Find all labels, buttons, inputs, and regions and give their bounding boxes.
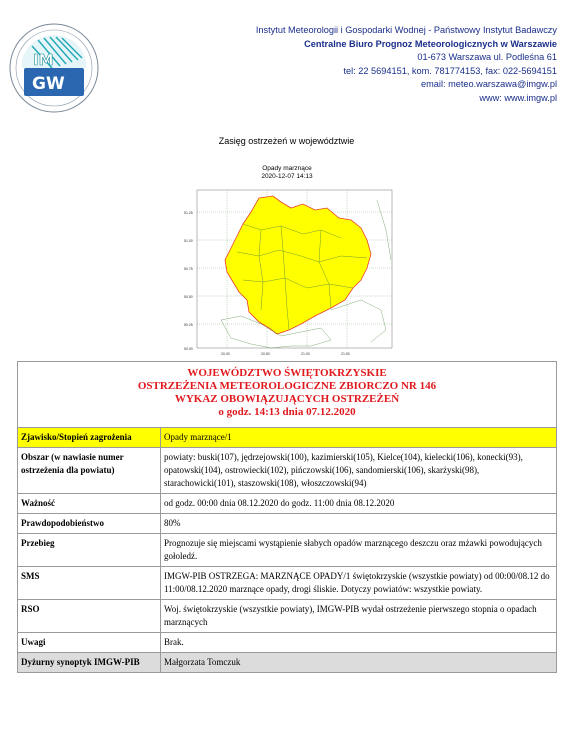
tick-label-lat-4: 50.50 bbox=[184, 295, 193, 299]
tick-label-lat-2: 51.00 bbox=[184, 239, 193, 243]
bureau-name: Centralne Biuro Prognoz Meteorologicznych w Warszawie bbox=[304, 38, 557, 49]
table-row bbox=[18, 514, 557, 534]
tick-label-lon-4: 21.50 bbox=[341, 352, 350, 356]
imgw-logo bbox=[8, 22, 100, 114]
row-value: Brak. bbox=[161, 633, 557, 653]
row-value: powiaty: buski(107), jędrzejowski(100), kazimierski(105), Kielce(104), kielecki(106), konecki(93), opatowski(104), ostrowiecki(102), pińczowski(106), sandomierski(106), skarżyski(98), starachowicki(101), staszowski(108), włoszczowski(94) bbox=[161, 448, 557, 494]
table-row bbox=[18, 534, 557, 567]
table-row bbox=[18, 428, 557, 448]
table-row bbox=[18, 653, 557, 673]
svg-text:GW: GW bbox=[32, 74, 65, 94]
row-label: Dyżurny synoptyk IMGW-PIB bbox=[18, 653, 161, 673]
table-row bbox=[18, 600, 557, 633]
institute-name: Instytut Meteorologii i Gospodarki Wodnej - Państwowy Instytut Badawczy bbox=[255, 25, 557, 35]
row-value: IMGW-PIB OSTRZEGA: MARZNĄCE OPADY/1 świętokrzyskie (wszystkie powiaty) od 00:00/08.12 do 11:00/08.12.2020 marznące opady, drogi śliskie. Dotyczy powiatów: wszystkie powiaty. bbox=[161, 567, 557, 600]
voivodeship-title: WOJEWÓDZTWO ŚWIĘTOKRZYSKIE bbox=[187, 367, 387, 379]
row-value: od godz. 00:00 dnia 08.12.2020 do godz. 11:00 dnia 08.12.2020 bbox=[161, 494, 557, 514]
website: www: www.imgw.pl bbox=[479, 92, 557, 103]
svg-text:IM: IM bbox=[33, 51, 54, 69]
row-label: RSO bbox=[18, 600, 161, 633]
issue-time: o godz. 14:13 dnia 07.12.2020 bbox=[218, 406, 356, 418]
map-timestamp: 2020-12-07 14:13 bbox=[261, 173, 313, 180]
map-caption: Zasięg ostrzeżeń w województwie bbox=[218, 136, 355, 146]
row-value: Woj. świętokrzyskie (wszystkie powiaty), IMGW-PIB wydał ostrzeżenie pierwszego stopnia o opadach marznących bbox=[161, 600, 557, 633]
table-row bbox=[18, 633, 557, 653]
row-label: Przebieg bbox=[18, 534, 161, 567]
table-row bbox=[18, 494, 557, 514]
tick-label-lat-1: 51.25 bbox=[184, 211, 193, 215]
tick-label-lon-3: 21.00 bbox=[301, 352, 310, 356]
tick-label-lat-5: 50.25 bbox=[184, 323, 193, 327]
table-row bbox=[18, 567, 557, 600]
row-value: 80% bbox=[161, 514, 557, 534]
institute-header bbox=[256, 24, 557, 106]
bulletin-title: OSTRZEŻENIA METEOROLOGICZNE ZBIORCZO NR 146 bbox=[137, 380, 437, 392]
row-label: Ważność bbox=[18, 494, 161, 514]
tick-label-lat-3: 50.75 bbox=[184, 267, 193, 271]
tick-label-lon-2: 20.50 bbox=[261, 352, 270, 356]
row-label: Prawdopodobieństwo bbox=[18, 514, 161, 534]
row-label: Uwagi bbox=[18, 633, 161, 653]
row-label: Obszar (w nawiasie numer ostrzeżenia dla powiatu) bbox=[18, 448, 161, 494]
table-title bbox=[18, 362, 557, 428]
table-row bbox=[18, 448, 557, 494]
warning-map bbox=[181, 160, 394, 362]
row-value: Małgorzata Tomczuk bbox=[161, 653, 557, 673]
row-label: SMS bbox=[18, 567, 161, 600]
email: email: meteo.warszawa@imgw.pl bbox=[421, 79, 557, 90]
address: 01-673 Warszawa ul. Podleśna 61 bbox=[417, 52, 557, 63]
tick-label-lon-1: 20.00 bbox=[221, 352, 230, 356]
row-value: Opady marznące/1 bbox=[161, 428, 557, 448]
row-label: Zjawisko/Stopień zagrożenia bbox=[18, 428, 161, 448]
phone: tel: 22 5694151, kom. 781774153, fax: 022-5694151 bbox=[343, 65, 557, 76]
map-title: Opady marznące bbox=[262, 165, 312, 172]
row-value: Prognozuje się miejscami wystąpienie słabych opadów marznącego deszczu oraz mżawki powodujących gołoledź. bbox=[161, 534, 557, 567]
tick-label-lat-6: 50.00 bbox=[184, 347, 193, 351]
warning-table bbox=[17, 361, 557, 673]
list-title: WYKAZ OBOWIĄZUJĄCYCH OSTRZEŻEŃ bbox=[174, 393, 400, 405]
